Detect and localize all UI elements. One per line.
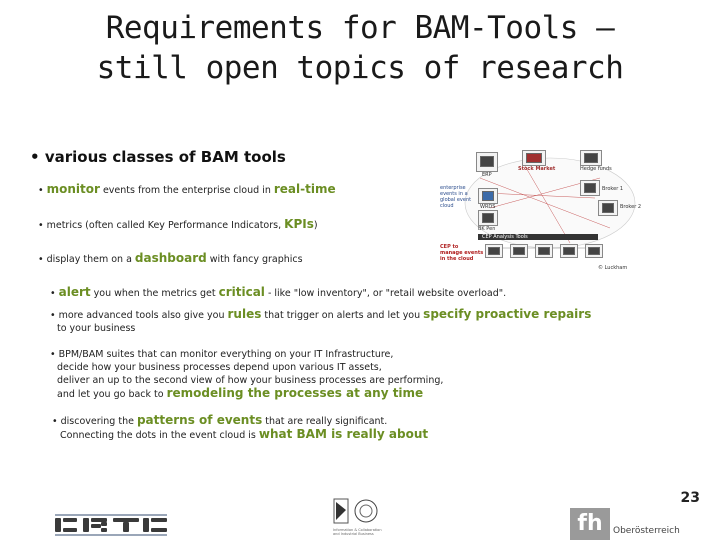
monitor-box (535, 244, 553, 258)
title-line-1: Requirements for BAM-Tools – (105, 10, 615, 46)
monitor-box (585, 244, 603, 258)
diagram-cep-label: CEP to manage events in the cloud (440, 244, 484, 262)
bullet-icon: • (50, 288, 56, 299)
item-text: you when the metrics get (90, 288, 219, 299)
stock-market-box (522, 150, 546, 166)
fh-logo-mark: fh (570, 508, 610, 540)
item-alert (50, 286, 506, 300)
event-cloud-diagram (430, 148, 640, 276)
item-text: metrics (often called Key Performance Indicators, (46, 220, 285, 231)
hedge-funds-box (580, 150, 602, 166)
erp-label: ERP (482, 172, 492, 178)
wrds-label: WRDS (480, 204, 496, 210)
highlight-what-bam: what BAM is really about (258, 427, 429, 441)
highlight-proactive-repairs: specify proactive repairs (423, 307, 592, 321)
item-text: more advanced tools also give you (58, 310, 228, 321)
seal-icon (333, 498, 393, 524)
monitor-box (560, 244, 578, 258)
bullet-icon: • (50, 349, 56, 360)
bullet-icon: • (50, 310, 56, 321)
stock-market-label: Stock Market (518, 166, 556, 172)
broker-2-label: Broker 2 (620, 204, 642, 210)
main-bullet (30, 148, 286, 166)
main-bullet-text: various classes of BAM tools (44, 148, 286, 166)
item-text: events from the enterprise cloud in (99, 185, 274, 196)
bk-pen-box (478, 210, 498, 226)
bullet-icon: • (38, 185, 44, 196)
item-text: with fancy graphics (206, 254, 303, 265)
page-number: 23 (680, 490, 700, 506)
bullet-icon: • (30, 148, 40, 166)
item-text-line4 (50, 387, 443, 401)
highlight-remodeling: remodeling the processes at any time (166, 386, 424, 400)
bk-pen-label: BK Pen (478, 226, 496, 232)
broker-1-box (580, 180, 600, 196)
bullet-icon: • (38, 254, 44, 265)
fh-logo (570, 508, 680, 540)
title-line-2: still open topics of research (96, 50, 624, 86)
erp-box (476, 152, 498, 172)
highlight-monitor: monitor (46, 182, 100, 196)
highlight-rules: rules (227, 307, 262, 321)
broker-1-label: Broker 1 (602, 186, 624, 192)
crt-logo-icon (55, 514, 170, 536)
monitor-box (485, 244, 503, 258)
highlight-dashboard: dashboard (134, 251, 207, 265)
item-text-line3: deliver an up to the second view of how your business processes are performing, (57, 375, 444, 386)
highlight-alert: alert (58, 285, 91, 299)
bullet-icon: • (38, 220, 44, 231)
item-text: that trigger on alerts and let you (261, 310, 424, 321)
item-display (38, 252, 303, 266)
item-text-line2: decide how your business processes depend upon various IT assets, (57, 362, 382, 373)
crt-logo (55, 514, 170, 540)
fh-logo-text: Oberösterreich (613, 526, 680, 536)
cep-tools-bar (478, 234, 598, 240)
item-text: ) (313, 220, 318, 231)
item-text: Connecting the dots in the event cloud is (60, 430, 259, 441)
highlight-kpis: KPIs (284, 217, 314, 231)
item-metrics (38, 218, 318, 232)
copyright-label: © Luckham (598, 265, 628, 271)
item-text: display them on a (46, 254, 135, 265)
wrds-box (478, 188, 498, 204)
item-text: that are really significant. (262, 416, 388, 427)
item-advanced (50, 308, 591, 335)
highlight-patterns: patterns of events (136, 413, 263, 427)
bullet-icon: • (52, 416, 58, 427)
item-text-line2: to your business (57, 323, 136, 334)
item-monitor (38, 183, 336, 197)
item-text: discovering the (60, 416, 137, 427)
seal-caption: Information & Collaboration and Industrial Business (333, 528, 382, 536)
broker-2-box (598, 200, 618, 216)
item-patterns (52, 414, 428, 442)
monitor-box (510, 244, 528, 258)
slide-title (0, 8, 720, 88)
hedge-funds-label: Hedge funds (580, 166, 612, 172)
item-bpm (50, 348, 443, 401)
item-text: and let you go back to (57, 389, 167, 400)
highlight-critical: critical (218, 285, 265, 299)
diagram-enterprise-label: enterprise events in a global event cloud (440, 185, 472, 209)
item-text: BPM/BAM suites that can monitor everything on your IT Infrastructure, (58, 349, 394, 360)
university-seals (333, 498, 393, 536)
cep-tools-label: CEP Analysis Tools (482, 234, 528, 240)
highlight-real-time: real-time (273, 182, 336, 196)
item-text: - like "low inventory", or "retail website overload". (264, 288, 507, 299)
